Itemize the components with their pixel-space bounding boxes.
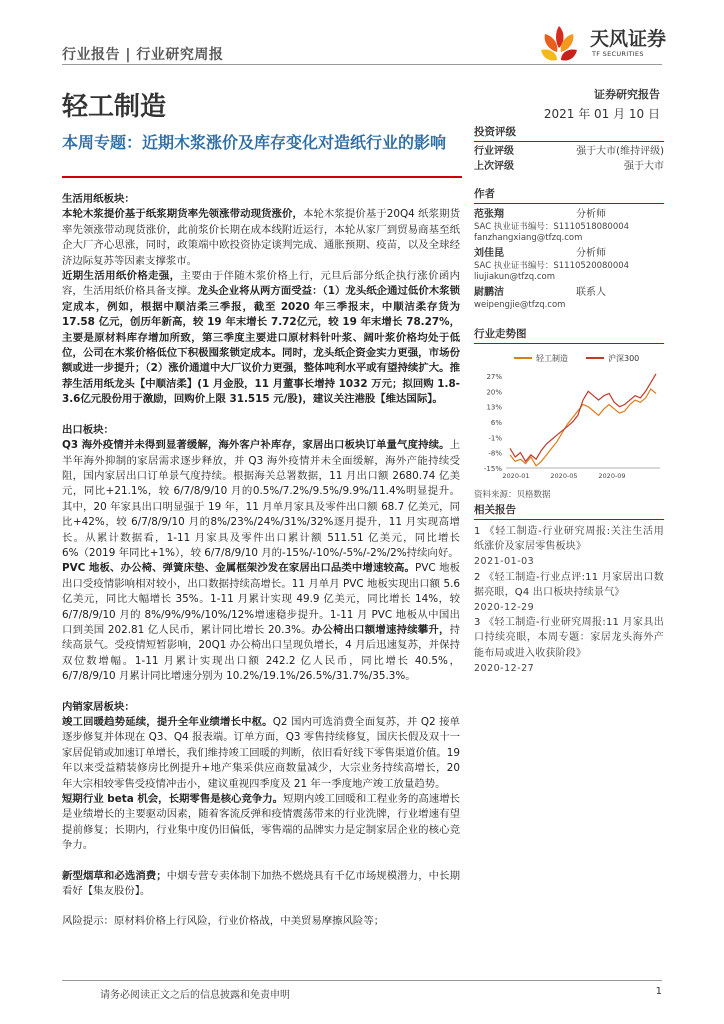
related-section-title: 相关报告 <box>474 502 664 520</box>
company-logo <box>535 20 675 68</box>
footer-divider <box>62 980 662 981</box>
y-tick-label: 6% <box>490 419 502 427</box>
y-tick-label: -15% <box>483 465 502 473</box>
legend-label: 轻工制造 <box>536 354 568 363</box>
authors-panel <box>474 186 664 311</box>
report-label: 证券研究报告 <box>594 88 660 101</box>
x-tick-label: 2020-05 <box>550 472 578 480</box>
author-cert: SAC 执业证书编号：S1110518080004 <box>474 222 630 232</box>
bold-lead: 近期生活用纸价格走强， <box>62 270 181 283</box>
paragraph-export-1 <box>62 438 460 561</box>
rating-value: 强于大市(维持评级) <box>576 146 664 157</box>
chart-source: 资料来源：贝格数据 <box>474 490 551 500</box>
series-line <box>510 374 656 462</box>
bold-lead: 竣工回暖趋势延续，提升全年业绩增长中枢。 <box>62 716 273 728</box>
authors-section-title: 作者 <box>474 186 664 204</box>
bold-lead: PVC 地板、办公椅、弹簧床垫、金属框架沙发在家居出口品类中增速较高。 <box>62 562 416 575</box>
paragraph-tissue-2 <box>62 269 460 408</box>
related-report-date: 2020-12-27 <box>474 662 535 674</box>
related-report-date: 2020-12-29 <box>474 602 535 614</box>
legend-label: 沪深300 <box>608 354 640 363</box>
section-title-tissue: 生活用纸板块： <box>62 193 135 205</box>
logo-text-cn: 天风证券 <box>590 28 667 50</box>
industry-name: 轻工制造 <box>62 92 167 122</box>
trend-panel <box>474 326 664 501</box>
x-tick-label: 2020-01 <box>502 472 530 480</box>
bold-lead: Q3 海外疫情并未得到显著缓解，海外客户补库存，家居出口板块订单量气度持续。 <box>62 439 450 452</box>
bold-text: 龙头企业将从两方面受益：（1）龙头纸企通过低价木浆锁定成本，例如，根据中顺洁柔三季报，截至 2020 年三季报末，中顺洁柔存货为 17.58 亿元，创历年新高，较 19 年末增长 7.72亿元，较 19 年末增长 78.27%，主要是原材料库存增加所致，第三季度主要进口原材料针叶浆、阔叶浆价格均处于低位，公司在木浆价格低位下积极囤浆锁定成本。同时，龙头纸企资金实力更强，市场份额或进一步提升；（2）涨价通道中大厂议价力更强，整体吨利水平或有望持续扩大。推荐生活用纸龙头【中顺洁柔】(1 月金股，11 月董事长增持 1032 万元；拟回购 1.8-3.6亿元股份用于激励，回购价上限 31.515 元/股)，建议关注港股【维达国际】。 <box>62 285 461 406</box>
paragraph-text: Q2 国内可选消费全面复苏，并 Q2 接单逐步修复并体现在 Q3、Q4 报表端。订单方面，Q3 零售持续修复，国庆长假及双十一家居促销或加速订单增长，我们维持竣工回暖的判断，依旧看好线下零售渠道价值。19 年以来受益精装修房比例提升+地产集采供应商数量减少，大宗业务持续高增长，20 年大宗相较零售受疫情冲击小，建议重视四季度及 21 年一季度地产竣工放量趋势。 <box>62 716 460 790</box>
bold-lead: 短期行业 beta 机会，长期零售是核心竞争力。 <box>62 793 284 806</box>
paragraph-domestic-1 <box>62 715 460 792</box>
rating-row <box>474 144 664 159</box>
rating-value: 强于大市 <box>624 161 664 172</box>
author-entry <box>474 285 664 311</box>
y-tick-label: -8% <box>488 449 502 458</box>
related-report-date: 2021-01-03 <box>474 556 535 568</box>
paragraph-tobacco <box>62 869 460 900</box>
related-report-link[interactable]: 2 《轻工制造-行业点评:11 月家居出口数据亮眼，Q4 出口板块持续景气》 <box>474 571 664 598</box>
report-type-header: 行业报告 | 行业研究周报 <box>62 47 224 63</box>
section-title-domestic: 内销家居板块： <box>62 700 135 713</box>
section-title-export: 出口板块： <box>62 423 114 436</box>
y-tick-label: 20% <box>486 388 502 397</box>
report-body <box>62 192 460 930</box>
paragraph-domestic-2 <box>62 792 460 854</box>
y-tick-label: 13% <box>486 403 502 412</box>
rating-row <box>474 159 664 174</box>
author-entry <box>474 246 664 283</box>
author-entry <box>474 207 664 244</box>
related-report-link[interactable]: 1 《轻工制造-行业研究周报:关注生活用纸涨价及家居零售板块》 <box>474 526 664 553</box>
paragraph-text: PVC 地板出口受疫情影响相对较小，出口数据持续高增长。11 月单月 PVC 地板实现出口额 5.6 亿美元，同比大幅增长 35%。1-11 月累计实现 49.9 亿美元，同比增长 14%，较 6/7/8/9/10 月的 8%/9%/9%/10%/12%增速稳步提升。1-11 月 PVC 地板从中国出口到美国 202.81 亿人民币，累计同比增长 20.3%。 <box>62 562 460 636</box>
paragraph-text: 主要由于伴随木浆价格上行，元旦后部分纸企执行涨价函内容，生活用纸价格具备支撑。 <box>62 270 460 298</box>
rating-key: 行业评级 <box>474 146 514 157</box>
rating-key: 上次评级 <box>474 161 514 172</box>
bold-lead: 新型烟草和必选消费； <box>62 869 167 882</box>
report-title: 本周专题：近期木浆涨价及库存变化对造纸行业的影响 <box>62 133 447 152</box>
author-cert: SAC 执业证书编号：S1110520080004 <box>474 261 630 271</box>
paragraph-export-2 <box>62 561 460 684</box>
author-role: 分析师 <box>576 209 606 220</box>
author-email[interactable]: weipengjie@tfzq.com <box>474 300 566 310</box>
author-email[interactable]: liujiakun@tfzq.com <box>474 272 556 282</box>
author-name: 范张翔 <box>474 209 504 220</box>
author-name: 刘佳昆 <box>474 248 504 259</box>
author-role: 分析师 <box>576 248 606 259</box>
y-tick-label: 27% <box>486 373 502 381</box>
author-name: 尉鹏洁 <box>474 287 504 298</box>
paragraph-text: 上半年海外抑制的家居需求逐步释放，并 Q3 海外疫情并未全面缓解，海外产能持续受阻，国内家居出口订单景气度持续。根据海关总署数据，11 月出口额 2680.74 亿美元，同比+21.1%，较 6/7/8/9/10 月的0.5%/7.2%/9.5%/9.9%/11.4%明显提升。其中，20 年家具出口明显强于 19 年，11 月单月家具及零件出口额 68.7 亿美元，同比+42%，较 6/7/8/9/10 月的8%/23%/24%/31%/32%逐月提升，11 月实现高增长。从累计数据看，1-11 月家具及零件出口累计额 511.51 亿美元，同比增长 6%（2019 年同比+1%），较 6/7/8/9/10 月的-15%/-10%/-5%/-2%/2%持续向好。 <box>62 439 460 559</box>
risk-warning: 风险提示：原材料价格上行风险，行业价格战，中美贸易摩擦风险等； <box>62 915 385 928</box>
report-date: 2021 年 01 月 10 日 <box>543 107 660 121</box>
related-panel <box>474 502 664 676</box>
page-number: 1 <box>655 986 662 997</box>
x-tick-label: 2020-09 <box>598 472 626 480</box>
paragraph-text: 短期内竣工回暖和工程业务的高速增长是业绩增长的主要驱动因素，随着客流反弹和疫情震荡带来的行业洗牌，行业增速有望提前修复；长期内，行业集中度仍旧偏低，零售端的品牌实力是定制家居企业的核心竞争力。 <box>62 793 460 852</box>
rating-section-title: 投资评级 <box>474 124 664 142</box>
footer-disclaimer: 请务必阅读正文之后的信息披露和免责申明 <box>100 990 290 1001</box>
y-tick-label: -1% <box>488 434 502 443</box>
paragraph-tissue-1 <box>62 207 460 269</box>
trend-chart <box>474 348 664 488</box>
author-email[interactable]: fanzhangxiang@tfzq.com <box>474 233 583 243</box>
author-role: 联系人 <box>576 287 606 298</box>
bold-text: 办公椅出口额增速持续攀升， <box>311 623 450 636</box>
paragraph-text: 本轮木浆提价基于20Q4 纸浆期货率先领涨带动现货涨价，此前浆价长期在成本线附近运行，本轮从家厂到贸易商基至纸企大厂齐心思涨，同时，政策端中欧投资协定谈判完成、通胀预期、疫苗，以及全球经济边际复苏等因素支撑浆市。 <box>62 208 460 267</box>
bold-lead: 本轮木浆提价基于纸浆期货率先领涨带动现货涨价， <box>62 208 303 221</box>
paragraph-text: 持续高景气。受疫情短暂影响，20Q1 办公椅出口呈现负增长，4 月后迅速复苏，并保持双位数增幅。1-11 月累计实现出口额 242.2 亿人民币，同比增长 40.5%，6/7/8/9/10 月累计同比增速分别为 10.2%/19.1%/26.5%/31.7%/35.3%。 <box>62 623 460 683</box>
title-divider <box>62 176 462 178</box>
logo-mark-icon <box>535 20 587 68</box>
related-report-link[interactable]: 3 《轻工制造-行业研究周报:11 月家具出口持续亮眼，本周专题：家居龙头海外产能布局或进入收获阶段》 <box>474 617 664 659</box>
logo-text-en: TF SECURITIES <box>592 50 644 58</box>
rating-panel <box>474 124 664 174</box>
trend-section-title: 行业走势图 <box>474 326 664 344</box>
paragraph-text: 中烟专营专卖体制下加热不燃烧具有千亿市场规模潜力，中长期看好【集友股份】。 <box>62 869 461 898</box>
